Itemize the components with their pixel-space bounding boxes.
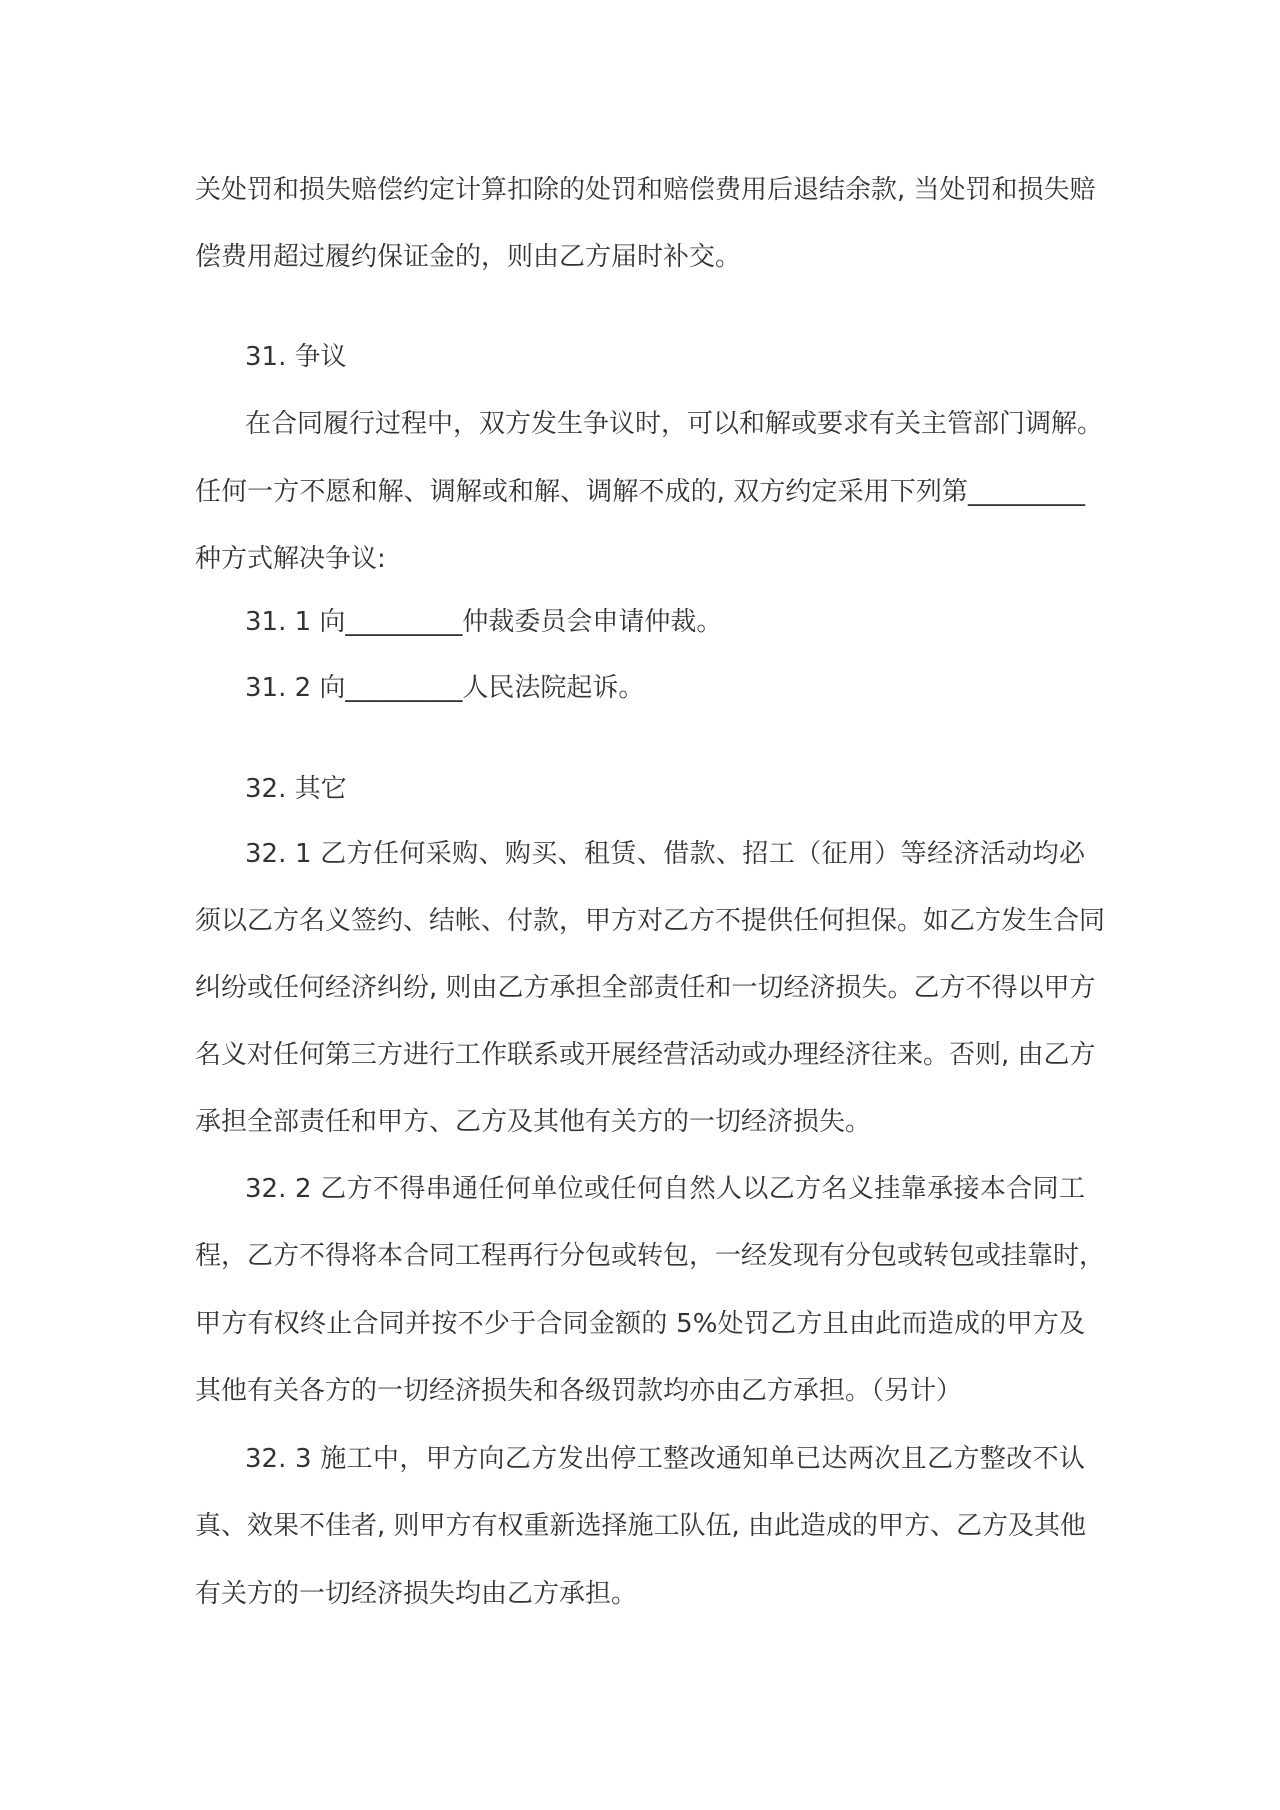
- clause-31-1-arbitration: 31. 1 向_________仲裁委员会申请仲裁。: [245, 607, 723, 637]
- section-heading-31-dispute: 31. 争议: [245, 342, 347, 372]
- clause-32-1-line-1: 32. 1 乙方任何采购、购买、租赁、借款、招工（征用）等经济活动均必: [245, 839, 1085, 869]
- clause-32-3-line-1: 32. 3 施工中，甲方向乙方发出停工整改通知单已达两次且乙方整改不认: [245, 1444, 1085, 1474]
- clause-32-2-line-2: 程，乙方不得将本合同工程再行分包或转包，一经发现有分包或转包或挂靠时，: [195, 1241, 1106, 1271]
- clause-32-1-line-3: 纠纷或任何经济纠纷, 则由乙方承担全部责任和一切经济损失。乙方不得以甲方: [195, 973, 1096, 1003]
- clause-32-2-line-4: 其他有关各方的一切经济损失和各级罚款均亦由乙方承担。（另计）: [195, 1376, 963, 1406]
- clause-32-2-line-1: 32. 2 乙方不得串通任何单位或任何自然人以乙方名义挂靠承接本合同工: [245, 1174, 1085, 1204]
- section-heading-32-other: 32. 其它: [245, 774, 347, 804]
- clause-32-3-line-2: 真、效果不佳者, 则甲方有权重新选择施工队伍, 由此造成的甲方、乙方及其他: [195, 1511, 1087, 1541]
- clause-31-2-court: 31. 2 向_________人民法院起诉。: [245, 673, 645, 703]
- paragraph-line-dispute-3: 种方式解决争议:: [195, 544, 386, 574]
- paragraph-line-penalty-1: 关处罚和损失赔偿约定计算扣除的处罚和赔偿费用后退结余款, 当处罚和损失赔: [195, 175, 1096, 205]
- clause-32-3-line-3: 有关方的一切经济损失均由乙方承担。: [195, 1579, 638, 1609]
- clause-32-1-line-5: 承担全部责任和甲方、乙方及其他有关方的一切经济损失。: [195, 1107, 872, 1137]
- paragraph-line-dispute-2: 任何一方不愿和解、调解或和解、调解不成的, 双方约定采用下列第_________: [195, 477, 1085, 507]
- paragraph-line-penalty-2: 偿费用超过履约保证金的，则由乙方届时补交。: [195, 242, 742, 272]
- clause-32-2-line-3: 甲方有权终止合同并按不少于合同金额的 5%处罚乙方且由此而造成的甲方及: [195, 1309, 1085, 1339]
- clause-32-1-line-2: 须以乙方名义签约、结帐、付款，甲方对乙方不提供任何担保。如乙方发生合同: [195, 906, 1106, 936]
- clause-32-1-line-4: 名义对任何第三方进行工作联系或开展经营活动或办理经济往来。否则, 由乙方: [195, 1040, 1096, 1070]
- paragraph-line-dispute-1: 在合同履行过程中，双方发生争议时，可以和解或要求有关主管部门调解。: [245, 409, 1104, 439]
